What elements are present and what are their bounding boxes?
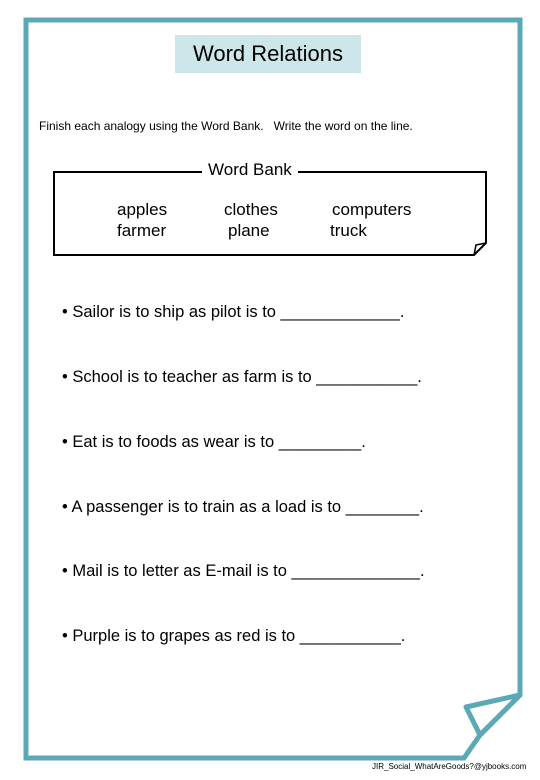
word-bank-word: clothes [224,200,278,219]
footer-credit: JIR_Social_WhatAreGoods?@yjbooks.com [372,762,527,771]
word-bank-word: computers [332,200,412,219]
analogy-question-4: • A passenger is to train as a load is to ________. [62,498,424,516]
word-bank-word: apples [117,200,168,219]
analogy-question-5: • Mail is to letter as E-mail is to ______________. [62,562,425,580]
analogy-question-6: • Purple is to grapes as red is to ___________. [62,627,406,645]
word-bank-word: truck [330,221,367,240]
instructions-text: Finish each analogy using the Word Bank. Write the word on the line. [39,119,413,133]
analogy-question-2: • School is to teacher as farm is to ___________. [62,368,422,386]
analogy-question-1: • Sailor is to ship as pilot is to _____________. [62,303,405,321]
analogy-question-3: • Eat is to foods as wear is to _________. [62,433,366,451]
word-bank-label: Word Bank [202,156,298,183]
word-bank-word: plane [228,221,270,240]
page-title: Word Relations [175,35,361,73]
word-bank-word: farmer [117,221,167,240]
